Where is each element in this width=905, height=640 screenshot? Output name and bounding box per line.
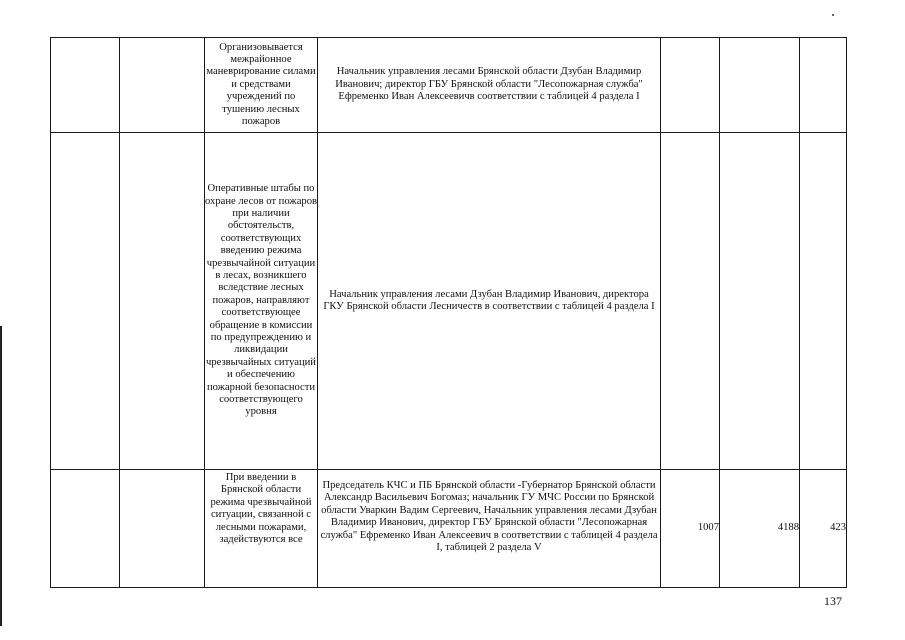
- value-cell-3: [800, 133, 847, 470]
- scan-edge-line: [0, 326, 2, 626]
- page-number: 137: [824, 594, 842, 608]
- value-cell-3: 423: [800, 470, 847, 588]
- table-row: [51, 38, 847, 133]
- responsible-cell: Начальник управления лесами Брянской области Дзубан Владимир Иванович; директор ГБУ Брянской области "Лесопожарная служба" Ефременко Иван Алексеевичв соответствии с таблицей 4 раздела I: [318, 38, 661, 133]
- empty-cell: [120, 38, 205, 133]
- value-cell-1: [661, 38, 720, 133]
- table-row: [51, 133, 847, 470]
- value-cell-1: 1007: [661, 470, 720, 588]
- value-cell-2: [720, 133, 800, 470]
- scan-dot: [832, 14, 834, 16]
- empty-cell: [120, 133, 205, 470]
- value-cell-3: [800, 38, 847, 133]
- event-cell: Организовывается межрайонное маневрирование силами и средствами учреждений по тушению лесных пожаров: [205, 38, 318, 133]
- value-cell-2: 4188: [720, 470, 800, 588]
- responsible-cell: Начальник управления лесами Дзубан Владимир Иванович, директора ГКУ Брянской области Лесничеств в соответствии с таблицей 4 раздела I: [318, 133, 661, 470]
- responsible-cell: Председатель КЧС и ПБ Брянской области -Губернатор Брянской области Александр Васильевич Богомаз; начальник ГУ МЧС России по Брянской области Уваркин Вадим Сергеевич, Начальник управления лесами Дзубан Владимир Иванович, директор ГБУ Брянской области "Лесопожарная служба" Ефременко Иван Алексеевич в соответствии с таблицей 4 раздела I, таблицей 2 раздела V: [318, 470, 661, 588]
- plan-table: [50, 37, 847, 588]
- event-cell: При введении в Брянской области режима чрезвычайной ситуации, связанной с лесными пожарами, задействуются все: [205, 470, 318, 588]
- empty-cell: [120, 470, 205, 588]
- empty-cell: [51, 38, 120, 133]
- empty-cell: [51, 470, 120, 588]
- event-cell: Оперативные штабы по охране лесов от пожаров при наличии обстоятельств, соответствующих введению режима чрезвычайной ситуации в лесах, возникшего вследствие лесных пожаров, направляют соответствующее обращение в комиссии по предупреждению и ликвидации чрезвычайных ситуаций и обеспечению пожарной безопасности соответствующего уровня: [205, 133, 318, 470]
- value-cell-1: [661, 133, 720, 470]
- empty-cell: [51, 133, 120, 470]
- value-cell-2: [720, 38, 800, 133]
- table-row: [51, 470, 847, 588]
